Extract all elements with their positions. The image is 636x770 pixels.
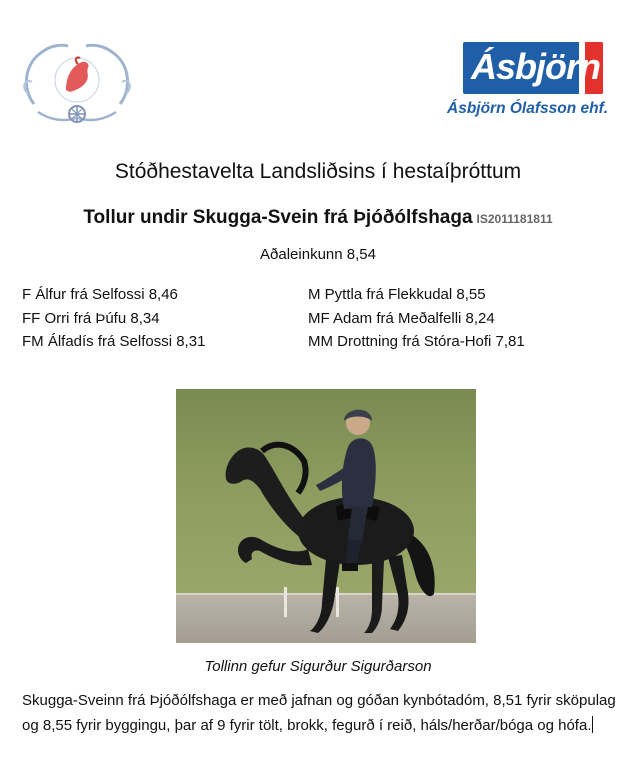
pedigree-dam-side bbox=[308, 283, 525, 354]
pedigree-line: M Pyttla frá Flekkudal 8,55 bbox=[308, 286, 486, 303]
pedigree-line: FM Álfadís frá Selfossi 8,31 bbox=[22, 333, 206, 350]
horse-photo bbox=[176, 389, 476, 643]
company-logo-brand: Ásbjörn bbox=[471, 46, 601, 87]
association-logo bbox=[20, 34, 135, 129]
horse-title bbox=[0, 207, 636, 229]
photo-caption: Tollinn gefur Sigurður Sigurðarson bbox=[204, 658, 432, 675]
description-paragraph bbox=[22, 689, 622, 738]
text-cursor bbox=[592, 716, 593, 733]
registration-id: IS2011181811 bbox=[476, 212, 553, 226]
company-logo-name: Ásbjörn Ólafsson ehf. bbox=[447, 100, 609, 117]
company-logo-badge bbox=[463, 42, 603, 94]
page-title: Stóðhestavelta Landsliðsins í hestaíþróttum bbox=[114, 160, 522, 183]
description-text: Skugga-Sveinn frá Þjóðólfshaga er með jafnan og góðan kynbótadóm, 8,51 fyrir sköpulag og 8,55 fyrir byggingu, þar af 9 fyrir tölt, brokk, fegurð í reið, háls/herðar/bóga og hófa. bbox=[22, 692, 616, 734]
pedigree-line: MF Adam frá Meðalfelli 8,24 bbox=[308, 309, 495, 327]
pedigree-line: MM Drottning frá Stóra-Hofi 7,81 bbox=[308, 333, 525, 350]
company-logo bbox=[445, 42, 625, 127]
pedigree-line: FF Orri frá Þúfu 8,34 bbox=[22, 309, 160, 327]
main-score: Aðaleinkunn 8,54 bbox=[260, 246, 376, 263]
pedigree-sire-side bbox=[22, 283, 205, 354]
horse-name: Tollur undir Skugga-Svein frá Þjóðólfshaga bbox=[83, 207, 473, 228]
pedigree-line: F Álfur frá Selfossi 8,46 bbox=[22, 286, 178, 303]
